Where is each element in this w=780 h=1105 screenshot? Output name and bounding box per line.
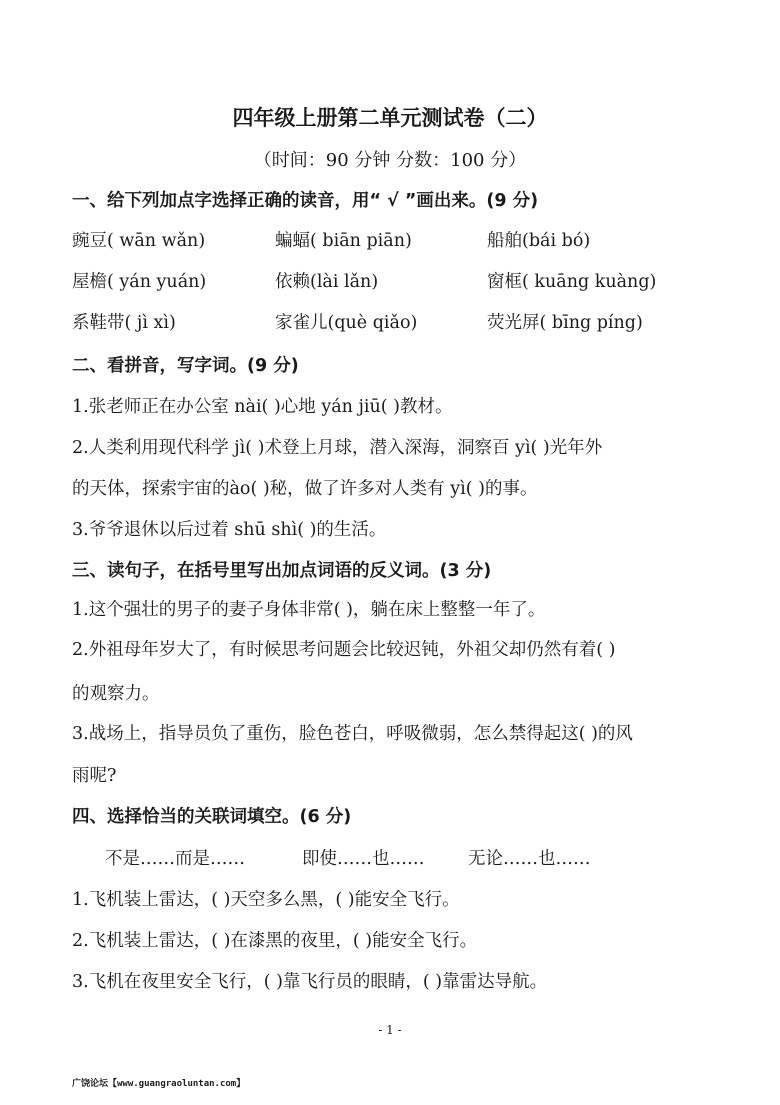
question-line: 2.飞机装上雷达，( )在漆黑的夜里，( )能安全飞行。 <box>72 931 478 951</box>
section-3-heading: 三、读句子，在括号里写出加点词语的反义词。(3 分) <box>72 561 492 581</box>
question-line: 1.这个强壮的男子的妻子身体非常( )，躺在床上整整一年了。 <box>72 600 546 620</box>
pronunciation-item: 蝙蝠( biān piān) <box>275 231 412 251</box>
question-line: 3.飞机在夜里安全飞行，( )靠飞行员的眼睛，( )靠雷达导航。 <box>72 972 548 992</box>
pronunciation-item: 系鞋带( jì xì) <box>72 313 176 333</box>
conjunction-option: 无论……也…… <box>468 849 591 869</box>
page-number: - 1 - <box>378 1023 402 1037</box>
pronunciation-item: 屋檐( yán yuán) <box>72 272 207 292</box>
question-line: 3.战场上，指导员负了重伤，脸色苍白，呼吸微弱，怎么禁得起这( )的风 <box>72 724 633 744</box>
question-line: 2.人类利用现代科学 jì( )术登上月球，潜入深海，洞察百 yì( )光年外 <box>72 438 603 458</box>
question-line: 1.张老师正在办公室 nài( )心地 yán jiū( )教材。 <box>72 397 453 417</box>
question-line: 2.外祖母年岁大了，有时候思考问题会比较迟钝，外祖父却仍然有着( ) <box>72 640 616 660</box>
time-score-info: （时间：90 分钟 分数：100 分） <box>253 150 527 171</box>
section-1-heading: 一、给下列加点字选择正确的读音，用“ √ ”画出来。(9 分) <box>72 191 539 211</box>
pronunciation-item: 窗框( kuāng kuàng) <box>487 272 657 292</box>
question-line: 的观察力。 <box>72 684 160 704</box>
pronunciation-item: 家雀儿(què qiǎo) <box>275 313 418 333</box>
pronunciation-item: 豌豆( wān wǎn) <box>72 231 206 251</box>
section-4-heading: 四、选择恰当的关联词填空。(6 分) <box>72 807 352 827</box>
page-title: 四年级上册第二单元测试卷（二） <box>232 106 548 130</box>
pronunciation-item: 依赖(lài lǎn) <box>275 272 379 292</box>
question-line: 的天体，探索宇宙的ào( )秘，做了许多对人类有 yì( )的事。 <box>72 479 538 499</box>
question-line: 3.爷爷退休以后过着 shū shì( )的生活。 <box>72 520 387 540</box>
conjunction-option: 即使……也…… <box>302 849 425 869</box>
footer-source: 广饶论坛【www.guangraoluntan.com】 <box>72 1079 246 1089</box>
section-2-heading: 二、看拼音，写字词。(9 分) <box>72 356 299 376</box>
pronunciation-item: 荧光屏( bīng píng) <box>487 313 643 333</box>
question-line: 1.飞机装上雷达，( )天空多么黑，( )能安全飞行。 <box>72 890 460 910</box>
conjunction-option: 不是……而是…… <box>105 849 245 869</box>
pronunciation-item: 船舶(bái bó) <box>487 231 591 251</box>
question-line: 雨呢? <box>72 766 117 786</box>
